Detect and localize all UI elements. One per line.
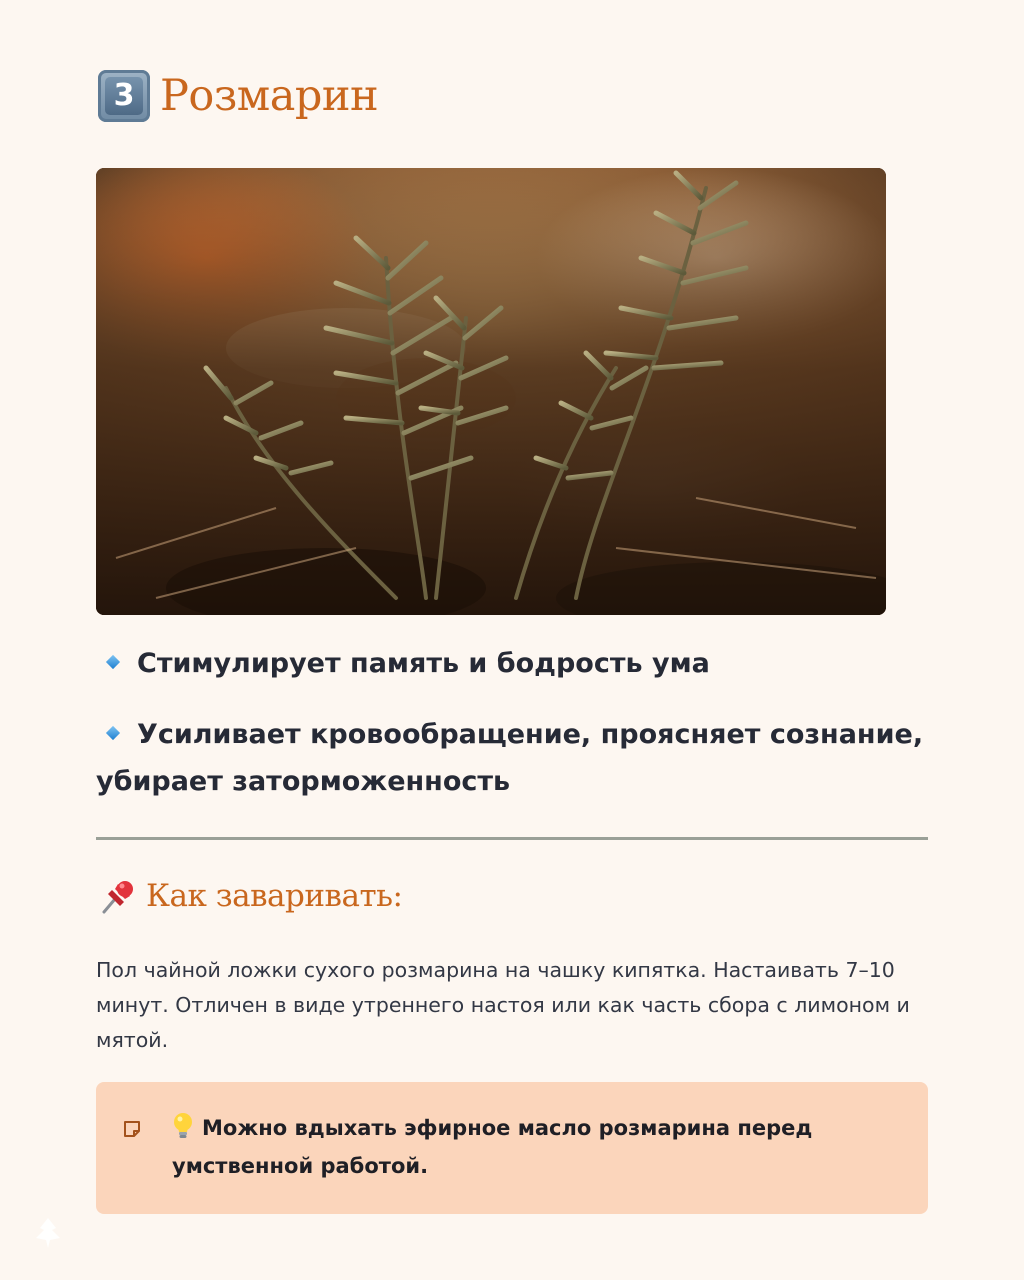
list-item <box>96 640 926 687</box>
how-to-heading: Как заваривать: <box>146 878 403 914</box>
how-to-heading-row <box>98 872 402 920</box>
rosemary-photo <box>96 168 886 615</box>
keycap-digit-icon <box>98 70 150 122</box>
benefit-text: Стимулирует память и бодрость ума <box>137 648 710 679</box>
keycap-number: 3 <box>105 77 143 115</box>
benefit-text: Усиливает кровообращение, проясняет сознание, убирает заторможенность <box>96 719 924 797</box>
pushpin-icon <box>98 876 138 916</box>
watermark-logo <box>34 1216 62 1250</box>
callout-text-block <box>172 1109 872 1185</box>
page-title-row <box>98 68 378 124</box>
rosemary-photo-illustration <box>96 168 886 615</box>
small-blue-diamond-icon <box>106 726 120 740</box>
divider <box>96 837 928 840</box>
light-bulb-icon <box>172 1112 194 1140</box>
list-item <box>96 711 926 805</box>
page-title: Розмарин <box>160 70 379 121</box>
note-icon <box>122 1119 142 1139</box>
callout <box>96 1082 928 1214</box>
how-to-text: Пол чайной ложки сухого розмарина на чашку кипятка. Настаивать 7–10 минут. Отличен в виде утреннего настоя или как часть сбора с лимоном и мятой. <box>96 958 910 1052</box>
benefits-list <box>96 640 926 829</box>
callout-text: Можно вдыхать эфирное масло розмарина перед умственной работой. <box>172 1116 813 1178</box>
small-blue-diamond-icon <box>106 655 120 669</box>
